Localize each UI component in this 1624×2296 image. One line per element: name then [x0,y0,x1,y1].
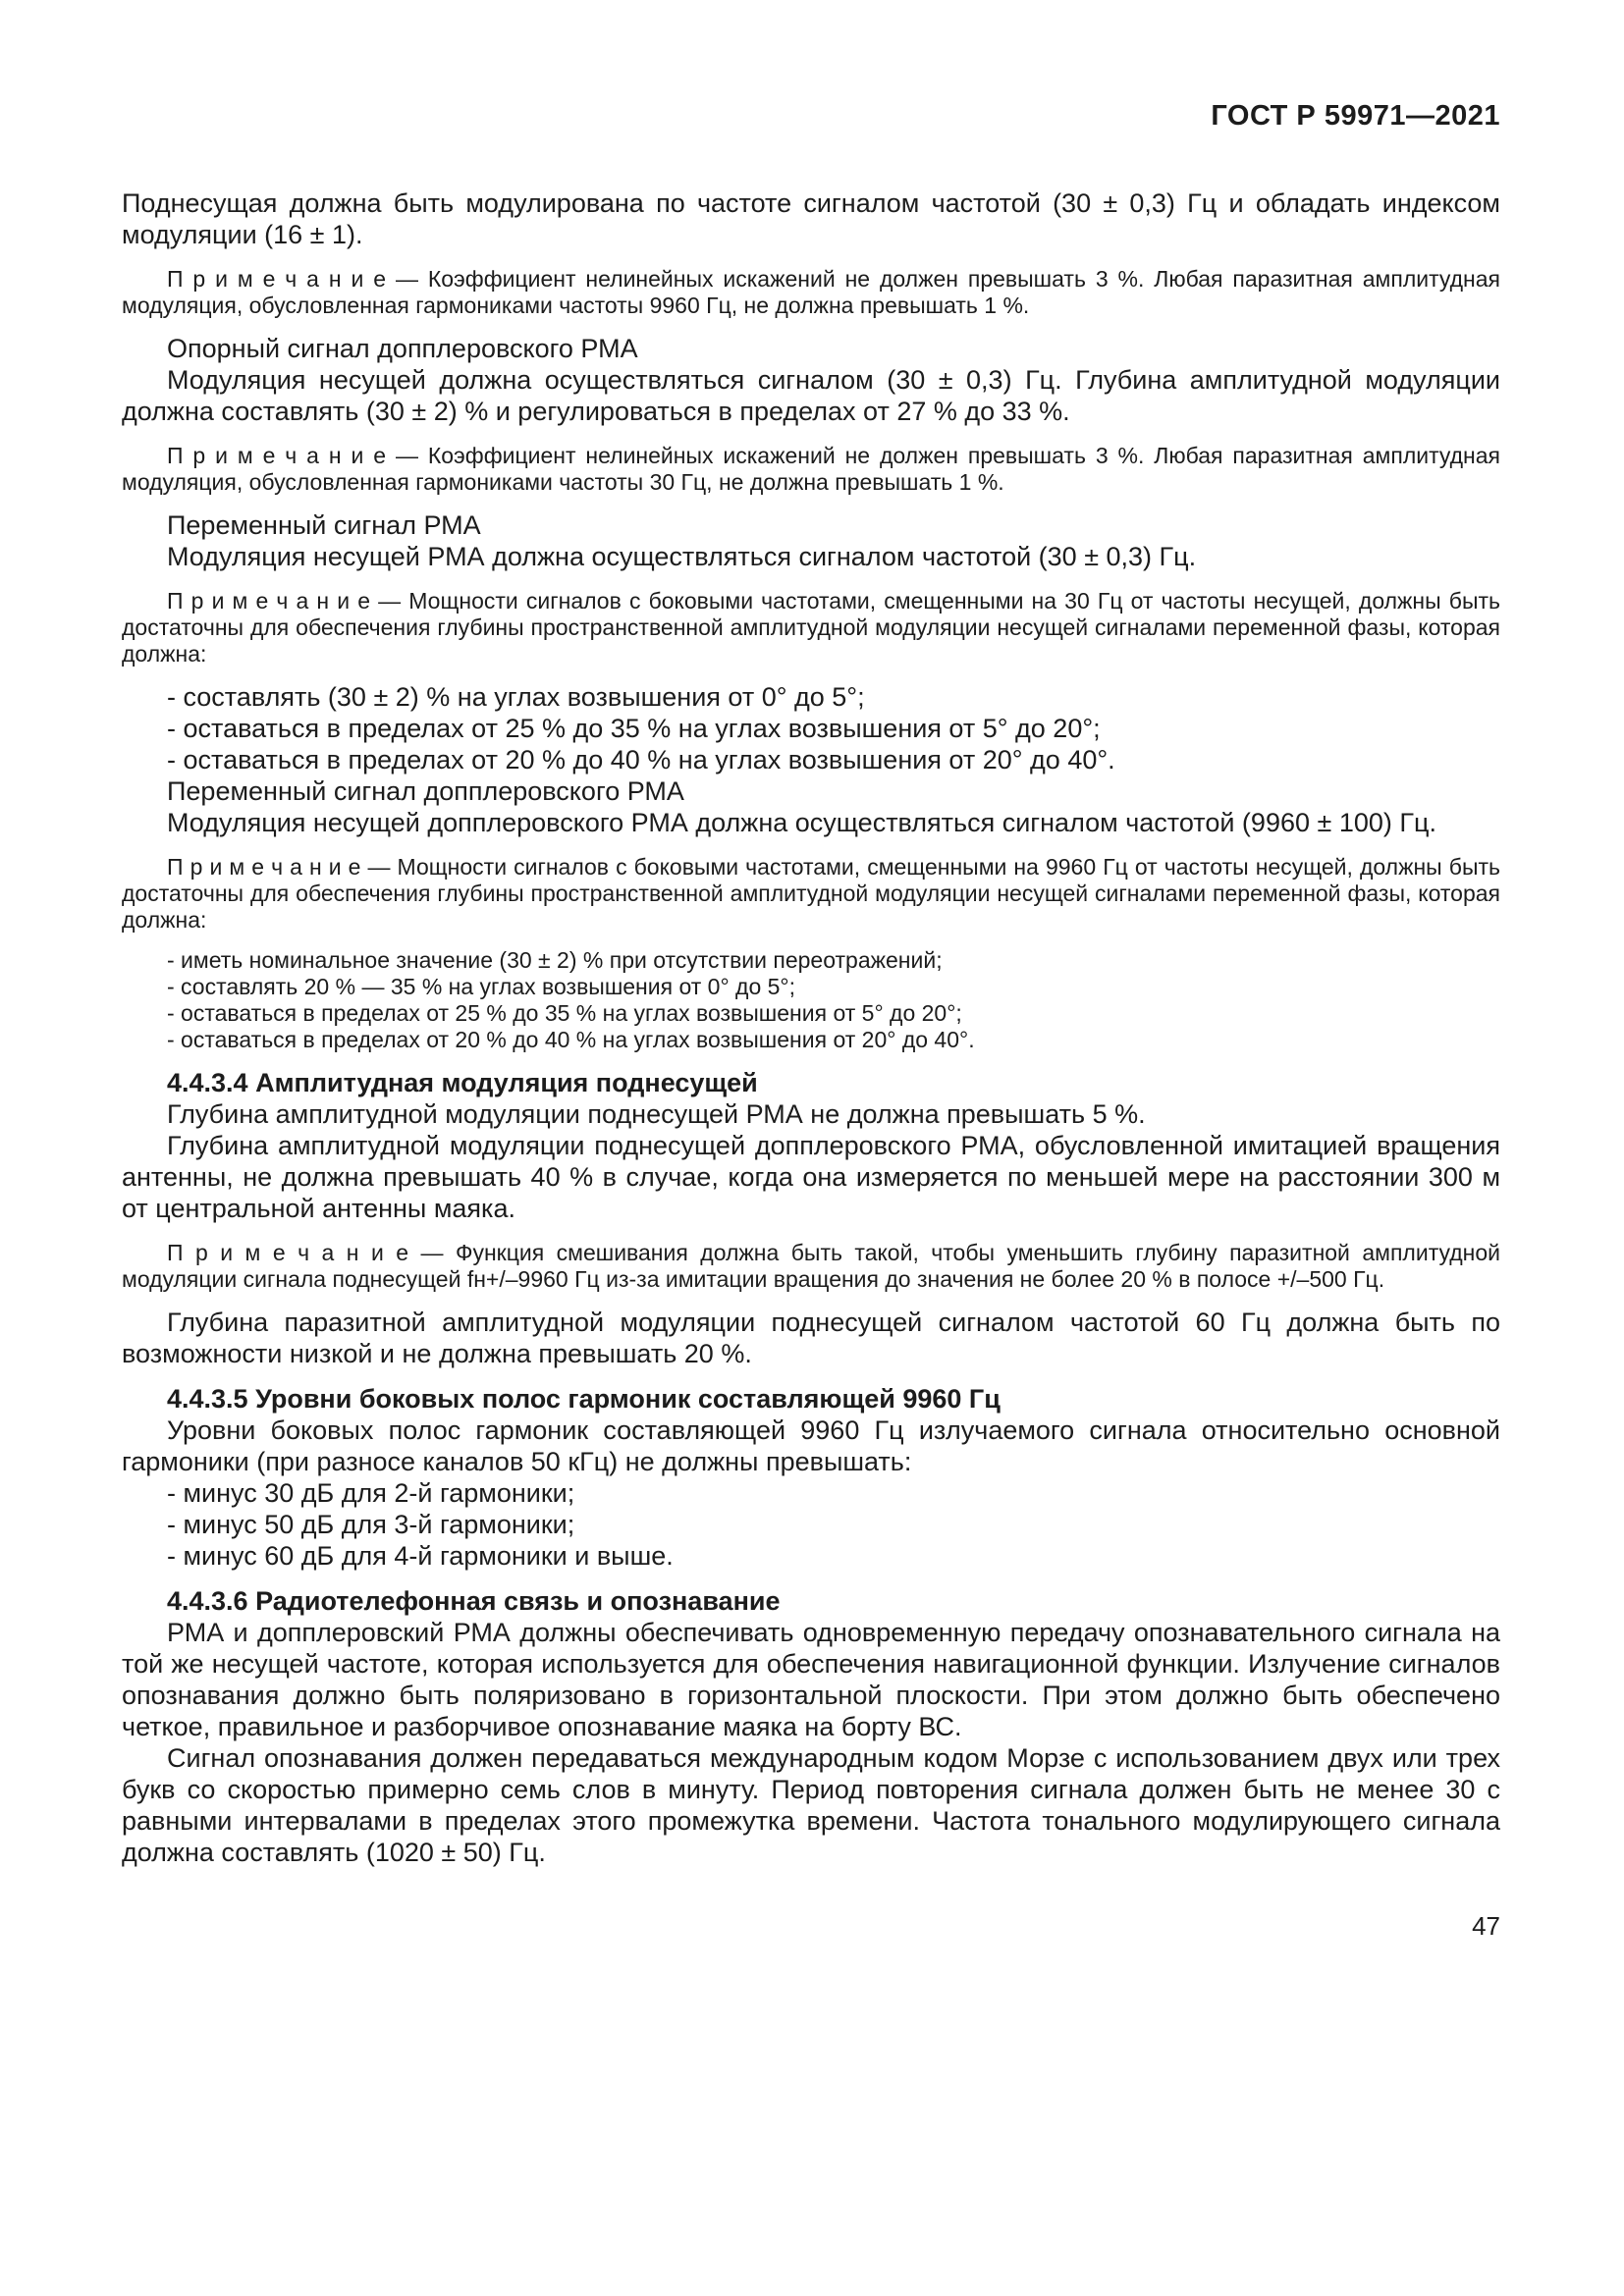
paragraph: Модуляция несущей допплеровского РМА должна осуществляться сигналом частотой (9960 ± 100) Гц. [167,808,1436,837]
list-item: - минус 50 дБ для 3-й гармоники; [167,1510,575,1539]
document-body [122,187,1500,1868]
paragraph: Переменный сигнал допплеровского РМА [167,776,684,806]
note-list-item: - оставаться в пределах от 25 % до 35 % на углах возвышения от 5° до 20°; [167,1000,962,1026]
note-list-item: - оставаться в пределах от 20 % до 40 % на углах возвышения от 20° до 40°. [167,1027,975,1052]
note-list-item: - составлять 20 % — 35 % на углах возвышения от 0° до 5°; [167,974,796,999]
list-item: - составлять (30 ± 2) % на углах возвышения от 0° до 5°; [167,682,865,712]
paragraph: Глубина паразитной амплитудной модуляции поднесущей сигналом частотой 60 Гц должна быть по возможности низкой и не должна превышать 20 %. [122,1308,1500,1368]
running-header: ГОСТ Р 59971—2021 [1211,100,1500,132]
note-list-item: - иметь номинальное значение (30 ± 2) % при отсутствии переотражений; [167,947,943,973]
note: П р и м е ч а н и е — Коэффициент нелинейных искажений не должен превышать 3 %. Любая паразитная амплитудная модуляция, обусловленная гармониками частоты 9960 Гц, не должна превышать 1 %. [122,266,1500,318]
note: П р и м е ч а н и е — Функция смешивания должна быть такой, чтобы уменьшить глубину паразитной амплитудной модуляции сигнала поднесущей fн+/–9960 Гц из-за имитации вращения до значения не более 20 % в полосе +/–500 Гц. [122,1240,1500,1292]
note: П р и м е ч а н и е — Мощности сигналов с боковыми частотами, смещенными на 9960 Гц от частоты несущей, должны быть достаточны для обеспечения глубины пространственной амплитудной модуляции несущей сигналами переменной фазы, которая должна: [122,854,1500,933]
subclause-heading: 4.4.3.6 Радиотелефонная связь и опознавание [167,1586,781,1616]
subclause-heading: 4.4.3.4 Амплитудная модуляция поднесущей [167,1068,758,1097]
list-item: - минус 60 дБ для 4-й гармоники и выше. [167,1541,674,1571]
paragraph: Глубина амплитудной модуляции поднесущей РМА не должна превышать 5 %. [167,1099,1146,1129]
note: П р и м е ч а н и е — Мощности сигналов с боковыми частотами, смещенными на 30 Гц от частоты несущей, должны быть достаточны для обеспечения глубины пространственной амплитудной модуляции несущей сигналами переменной фазы, которая должна: [122,588,1500,667]
paragraph: Модуляция несущей РМА должна осуществляться сигналом частотой (30 ± 0,3) Гц. [167,542,1197,571]
subclause-heading: 4.4.3.5 Уровни боковых полос гармоник составляющей 9960 Гц [167,1384,1001,1414]
page-number: 47 [1472,1911,1500,1941]
paragraph: Модуляция несущей должна осуществляться сигналом (30 ± 0,3) Гц. Глубина амплитудной модуляции должна составлять (30 ± 2) % и регулироваться в пределах от 27 % до 33 %. [122,365,1500,426]
paragraph: Глубина амплитудной модуляции поднесущей допплеровского РМА, обусловленной имитацией вращения антенны, не должна превышать 40 % в случае, когда она измеряется по меньшей мере на расстоянии 300 м от центральной антенны маяка. [122,1131,1500,1223]
paragraph: Уровни боковых полос гармоник составляющей 9960 Гц излучаемого сигнала относительно основной гармоники (при разносе каналов 50 кГц) не должны превышать: [122,1415,1500,1476]
paragraph: Переменный сигнал РМА [167,510,481,540]
paragraph: РМА и допплеровский РМА должны обеспечивать одновременную передачу опознавательного сигнала на той же несущей частоте, которая используется для обеспечения навигационной функции. Излучение сигналов опознавания должно быть поляризовано в горизонтальной плоскости. При этом должно быть обеспечено четкое, правильное и разборчивое опознавание маяка на борту ВС. [122,1618,1500,1741]
paragraph: Сигнал опознавания должен передаваться международным кодом Морзе с использованием двух или трех букв со скоростью примерно семь слов в минуту. Период повторения сигнала должен быть не менее 30 с равными интервалами в пределах этого промежутка времени. Частота тонального модулирующего сигнала должна составлять (1020 ± 50) Гц. [122,1743,1500,1867]
paragraph: Поднесущая должна быть модулирована по частоте сигналом частотой (30 ± 0,3) Гц и обладать индексом модуляции (16 ± 1). [122,188,1500,249]
list-item: - оставаться в пределах от 20 % до 40 % на углах возвышения от 20° до 40°. [167,745,1115,774]
list-item: - оставаться в пределах от 25 % до 35 % на углах возвышения от 5° до 20°; [167,714,1101,743]
note: П р и м е ч а н и е — Коэффициент нелинейных искажений не должен превышать 3 %. Любая паразитная амплитудная модуляция, обусловленная гармониками частоты 30 Гц, не должна превышать 1 %. [122,443,1500,495]
paragraph: Опорный сигнал допплеровского РМА [167,334,638,363]
list-item: - минус 30 дБ для 2-й гармоники; [167,1478,575,1508]
